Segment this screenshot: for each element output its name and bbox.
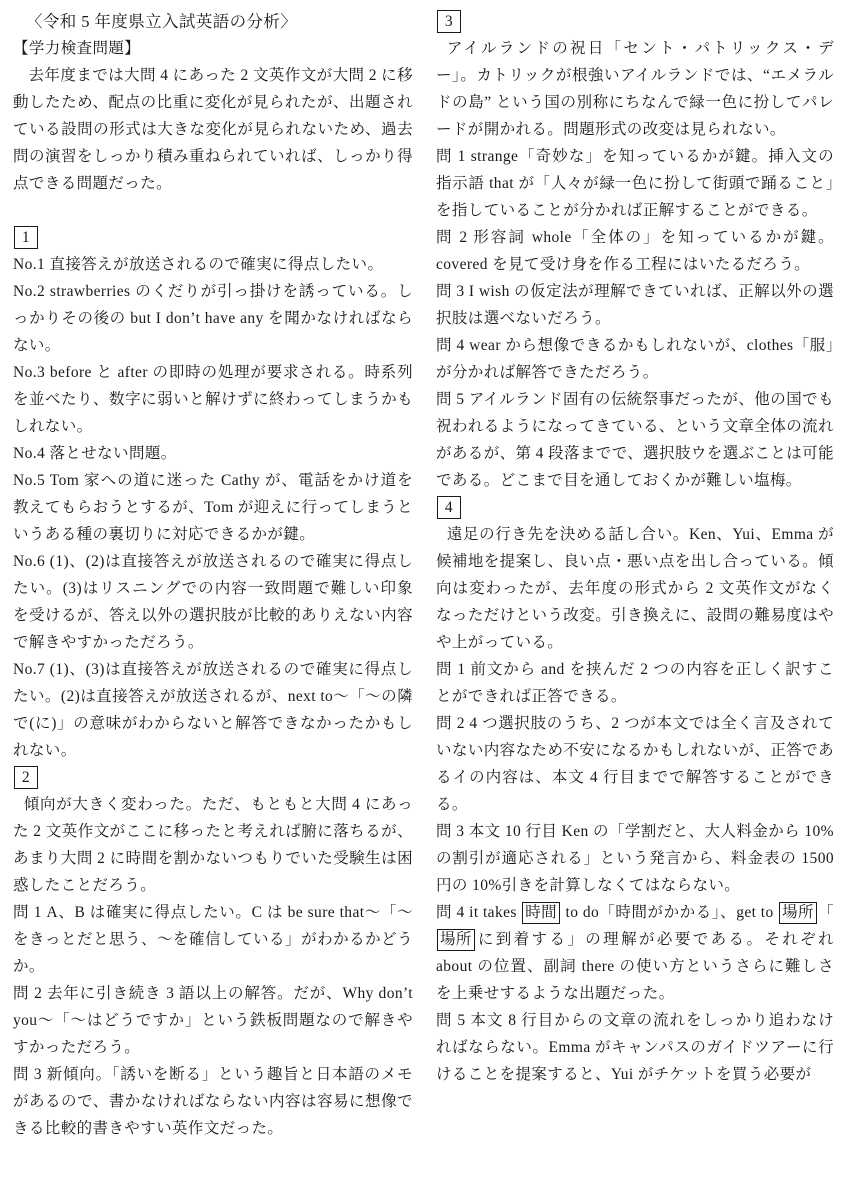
section-number-line [13,764,413,791]
paragraph: 問 3 新傾向。「誘いを断る」という趣旨と日本語のメモがあるので、書かなければならない内容は容易に想像できる比較的書きやすい英作文だった。 [13,1066,413,1137]
paragraph: 問 4 it takes 時間 to do「時間がかかる」、get to 場所 「場所 に到着する」の理解が必要である。それぞれ about の位置、副詞 there の使い方というさらに難しさを上乗せするような出題だった。 [436,904,834,1002]
paragraph: 遠足の行き先を決める話し合い。Ken、Yui、Emma が候補地を提案し、良い点・悪い点を出し合っている。傾向は変わったが、去年度の形式から 2 文英作文がなくなっただけという改変。引き換えに、設問の難易度はやや上がっている。 [436,526,834,651]
paragraph: 問 1 前文から and を挟んだ 2 つの内容を正しく訳すことができれば正答できる。 [436,661,834,705]
paragraph: 問 2 去年に引き続き 3 語以上の解答。だが、Why don’t you〜「〜はどうですか」という鉄板問題なので解きやすかっただろう。 [13,985,413,1056]
paragraph: 問 5 アイルランド固有の伝統祭事だったが、他の国でも祝われるようになってきている、という文章全体の流れがあるが、第 4 段落までで、選択肢ウを選ぶことは可能である。どこまで目を通しておくかが難しい塩梅。 [436,391,834,489]
section-1 [13,224,413,764]
paragraph: No.4 落とせない問題。 [13,445,177,462]
paragraph: 問 2 4 つ選択肢のうち、2 つが本文では全く言及されていない内容なため不安になるかもしれないが、正答であるイの内容は、本文 4 行目までで解答することができる。 [436,715,834,813]
document-title: 〈令和 5 年度県立入試英語の分析〉 [26,12,298,31]
paragraph: 問 3 I wish の仮定法が理解できていれば、正解以外の選択肢は選べないだろう。 [436,283,834,327]
section-heading: 【学力検査問題】 [13,40,141,57]
boxed-term: 場所 [779,902,817,924]
intro-paragraph: 去年度までは大問 4 にあった 2 文英作文が大問 2 に移動したため、配点の比重に変化が見られたが、出題されている設問の形式は大きな変化が見られないため、過去問の演習をしっかり積み重ねられていれば、しっかり得点できる問題だった。 [13,67,413,192]
paragraph: アイルランドの祝日「セント・パトリックス・デー」。カトリックが根強いアイルランドでは、“エメラルドの島” という国の別称にちなんで緑一色に扮してパレードが開かれる。問題形式の改変は見られない。 [436,40,834,138]
section-4 [436,494,834,1088]
left-column-sections [13,224,413,1142]
paragraph: 問 5 本文 8 行目からの文章の流れをしっかり追わなければならない。Emma がキャンパスのガイドツアーに行けることを提案すると、Yui がチケットを買う必要が [436,1012,834,1083]
paragraph: No.3 before と after の即時の処理が要求される。時系列を並べたり、数字に弱いと解けずに終わってしまうかもしれない。 [13,364,413,435]
section-2 [13,764,413,1142]
paragraph: 問 4 wear から想像できるかもしれないが、clothes「服」が分かれば解答できただろう。 [436,337,834,381]
paragraph: No.6 (1)、(2)は直接答えが放送されるので確実に得点したい。(3)はリスニングでの内容一致問題で難しい印象を受けるが、答え以外の選択肢が比較的ありえない内容で解きやすかっただろう。 [13,553,413,651]
section-number-box: 4 [437,496,461,519]
boxed-term: 場所 [437,929,475,951]
section-3 [436,8,834,494]
boxed-term: 時間 [522,902,560,924]
paragraph: No.1 直接答えが放送されるので確実に得点したい。 [13,256,384,273]
section-number-box: 3 [437,10,461,33]
paragraph: 問 1 strange「奇妙な」を知っているかが鍵。挿入文の指示語 that が「人々が緑一色に扮して街頭で踊ること」を指していることが分かれば正解することができる。 [436,148,834,219]
paragraph: No.5 Tom 家への道に迷った Cathy が、電話をかけ道を教えてもらおうとするが、Tom が迎えに行ってしまうというある種の裏切りに対応できるかが鍵。 [13,472,413,543]
paragraph: 問 3 本文 10 行目 Ken の「学割だと、大人料金から 10%の割引が適応される」という発言から、料金表の 1500 円の 10%引きを計算しなくてはならない。 [436,823,834,894]
paragraph: No.7 (1)、(3)は直接答えが放送されるので確実に得点したい。(2)は直接答えが放送されるが、next to〜「〜の隣で(に)」の意味がわからないと解答できなかったかもしれない。 [13,661,413,759]
section-number-line [13,224,413,251]
section-number-line [436,8,834,35]
paragraph: No.2 strawberries のくだりが引っ掛けを誘っている。しっかりその後の but I don’t have any を聞かなければならない。 [13,283,413,354]
paragraph: 傾向が大きく変わった。ただ、もともと大問 4 にあった 2 文英作文がここに移ったと考えれば腑に落ちるが、あまり大問 2 に時間を割かないつもりでいた受験生は困惑したことだろう。 [13,796,413,894]
paragraph: 問 2 形容詞 whole「全体の」を知っているかが鍵。covered を見て受け身を作る工程にはいたるだろう。 [436,229,834,273]
paragraph: 問 1 A、B は確実に得点したい。C は be sure that〜「〜をきっとだと思う、〜を確信している」がわかるかどうか。 [13,904,413,975]
left-column [13,8,413,1142]
section-number-box: 1 [14,226,38,249]
section-number-box: 2 [14,766,38,789]
right-column-sections [436,8,834,1088]
right-column [436,8,834,1088]
section-number-line [436,494,834,521]
